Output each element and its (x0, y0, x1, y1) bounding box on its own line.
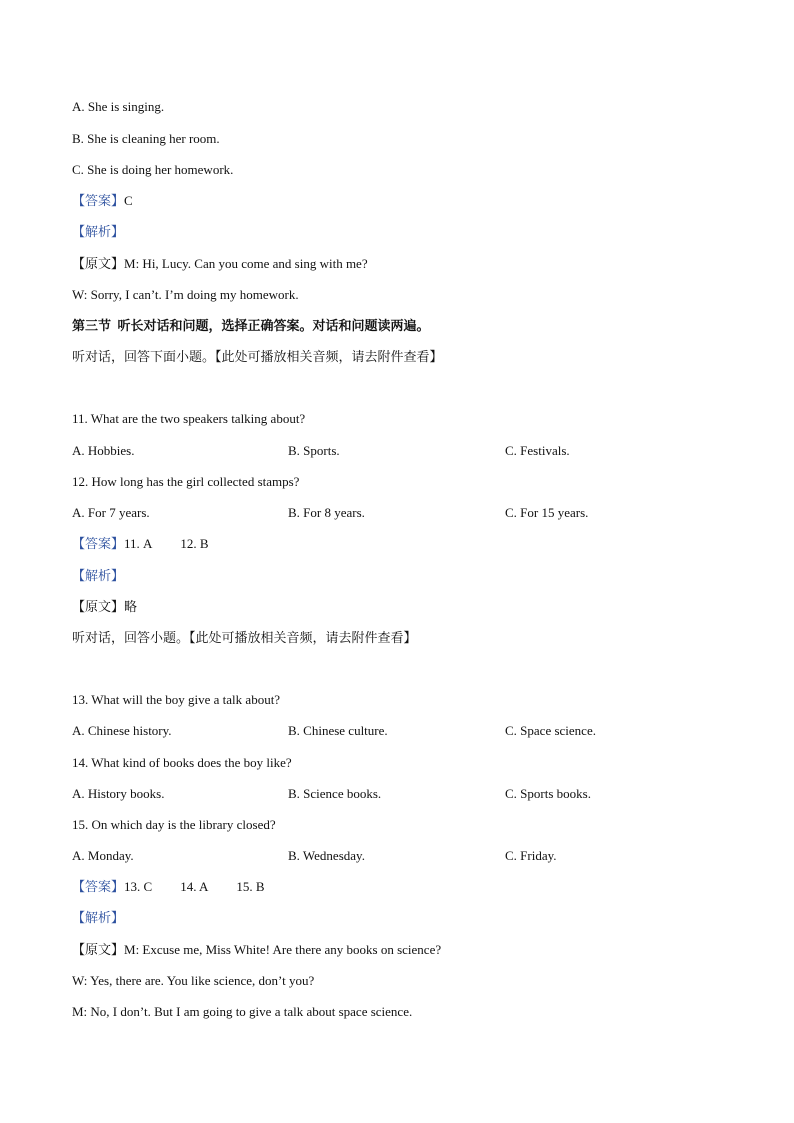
option-a: A. Monday. (72, 848, 134, 863)
option-b: B. Chinese culture. (288, 723, 388, 738)
dialog-line: M: No, I don’t. But I am going to give a talk about space science. (72, 1004, 413, 1019)
question-11-options (72, 443, 752, 459)
dialog-line: W: Sorry, I can’t. I’m doing my homework. (72, 287, 299, 302)
option-a: A. Chinese history. (72, 723, 172, 738)
answer-value: 15. B (236, 879, 265, 894)
original-text-line-1 (72, 256, 368, 272)
option-c: C. Sports books. (505, 786, 591, 801)
answer-label: 【答案】 (72, 879, 125, 894)
answer-label: 【答案】 (72, 536, 125, 551)
option-c: C. She is doing her homework. (72, 162, 234, 177)
option-a: A. For 7 years. (72, 505, 150, 520)
option-c: C. For 15 years. (505, 505, 589, 520)
option-b: B. She is cleaning her room. (72, 131, 220, 146)
original-label: 【原文】 (72, 942, 125, 957)
question-14: 14. What kind of books does the boy like? (72, 755, 292, 770)
original-text: M: Hi, Lucy. Can you come and sing with me? (124, 256, 368, 271)
question-14-options (72, 786, 752, 802)
original-text: 略 (124, 599, 138, 614)
answer-line-2 (72, 536, 209, 552)
original-label: 【原文】 (72, 599, 125, 614)
option-b: B. Wednesday. (288, 848, 365, 863)
option-c: C. Space science. (505, 723, 596, 738)
answer-value: 12. B (180, 536, 209, 551)
analysis-label: 【解析】 (72, 568, 125, 583)
answer-value: 13. C (124, 879, 153, 894)
answer-value: C (124, 193, 133, 208)
original-text: M: Excuse me, Miss White! Are there any books on science? (124, 942, 442, 957)
original-text-line-2 (72, 599, 137, 615)
option-c: C. Festivals. (505, 443, 570, 458)
question-13-options (72, 723, 752, 739)
option-c: C. Friday. (505, 848, 557, 863)
question-15: 15. On which day is the library closed? (72, 817, 276, 832)
question-12-options (72, 505, 752, 521)
original-label: 【原文】 (72, 256, 125, 271)
section-title: 第三节 听长对话和问题，选择正确答案。对话和问题读两遍。 (72, 318, 430, 333)
answer-value: 14. A (180, 879, 209, 894)
option-a: A. She is singing. (72, 99, 165, 114)
analysis-label: 【解析】 (72, 910, 125, 925)
question-12: 12. How long has the girl collected stamps? (72, 474, 300, 489)
analysis-label: 【解析】 (72, 224, 125, 239)
question-15-options (72, 848, 752, 864)
question-11: 11. What are the two speakers talking about? (72, 411, 306, 426)
answer-label: 【答案】 (72, 193, 125, 208)
answer-value: 11. A (124, 536, 153, 551)
original-text-line-3 (72, 942, 441, 958)
listen-instruction-2: 听对话，回答小题。【此处可播放相关音频，请去附件查看】 (72, 630, 417, 645)
dialog-line: W: Yes, there are. You like science, don’t you? (72, 973, 315, 988)
answer-line-3 (72, 879, 265, 895)
option-a: A. Hobbies. (72, 443, 135, 458)
answer-line-1 (72, 193, 133, 209)
option-b: B. Science books. (288, 786, 382, 801)
option-a: A. History books. (72, 786, 165, 801)
question-13: 13. What will the boy give a talk about? (72, 692, 281, 707)
option-b: B. Sports. (288, 443, 340, 458)
option-b: B. For 8 years. (288, 505, 365, 520)
listen-instruction-1: 听对话，回答下面小题。【此处可播放相关音频，请去附件查看】 (72, 349, 443, 364)
